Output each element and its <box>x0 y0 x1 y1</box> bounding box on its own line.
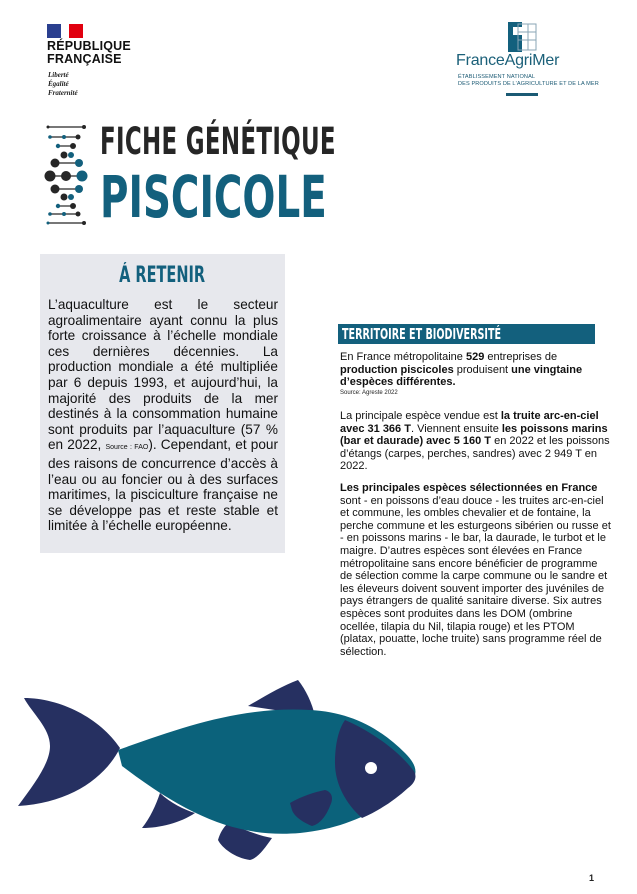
territoire-heading <box>338 324 595 344</box>
dna-icon <box>44 124 90 226</box>
flag-white <box>61 24 69 38</box>
retenir-source: Source : FAO <box>105 444 149 452</box>
rf-name-line1: RÉPUBLIQUE <box>47 39 131 53</box>
p1-bold-2: production piscicoles <box>340 363 454 376</box>
franceagrimer-underline <box>506 93 538 96</box>
p1-bold-3: une vingtaine d’espèces différentes. <box>340 363 583 389</box>
territoire-paragraph-2 <box>340 410 612 473</box>
p3-bold-1: Les principales espèces sélectionnées en France <box>340 482 598 494</box>
republique-francaise-name <box>47 40 131 66</box>
territoire-paragraph-1 <box>340 351 610 389</box>
title-line1: FICHE GÉNÉTIQUE <box>100 120 336 163</box>
p2-text-a: La principale espèce vendue est <box>340 410 501 422</box>
territoire-heading-text: TERRITOIRE ET BIODIVERSITÉ <box>342 325 502 343</box>
territoire-source: Source: Agreste 2022 <box>340 390 398 396</box>
p1-text-c: entreprises de <box>484 351 558 363</box>
fish-icon <box>10 668 425 866</box>
fam-sub-line1: ÉTABLISSEMENT NATIONAL <box>458 74 536 80</box>
p2-bold-2: les poissons marins (bar et daurade) avec 5 160 T <box>340 422 608 448</box>
p1-text-a: En France métropolitaine <box>340 351 466 363</box>
p1-bold-1: 529 <box>465 351 485 363</box>
rf-name-line2: FRANÇAISE <box>47 52 122 66</box>
franceagrimer-subtitle <box>458 74 599 88</box>
retenir-heading <box>40 263 285 288</box>
franceagrimer-logo-icon <box>508 22 538 52</box>
retenir-text-part2: ). Cependant, et pour des raisons de concurrence d’accès à l’eau ou au foncier ou à des surfaces maritimes, la pisciculture française ne se développe pas et reste stable et limitée à l’échelle européenne. <box>48 437 278 534</box>
flag-blue <box>47 24 61 38</box>
republique-motto <box>48 71 78 98</box>
p1-text-d: produisent <box>453 363 512 376</box>
territoire-paragraph-3 <box>340 482 612 658</box>
franceagrimer-name: FranceAgriMer <box>456 52 560 69</box>
republique-francaise-flag <box>47 24 83 38</box>
fam-sub-line2: DES PRODUITS DE L'AGRICULTURE ET DE LA MER <box>458 81 599 87</box>
p2-text-d: en 2022 et les poissons d’étangs (carpes, perches, sandres) avec 2 949 T en 2022. <box>340 435 610 473</box>
flag-red <box>69 24 83 38</box>
p2-bold-1: la truite arc-en-ciel avec 31 366 T <box>340 410 599 435</box>
retenir-text-part1: L’aquaculture est le secteur agroalimentaire ayant connu la plus forte croissance à l’échelle mondiale ces dernières décennies. La production mondiale a été multipliée par 6 depuis 1993, et aujourd’hui, la majorité des produits de la mer destinés à la consommation humaine sont produits par l’aquaculture (57 % en 2022, <box>48 297 278 453</box>
p2-text-c: . Viennent ensuite <box>410 422 502 435</box>
retenir-heading-text: Á RETENIR <box>119 263 206 288</box>
motto-liberte: Liberté <box>48 71 69 79</box>
page-number: 1 <box>589 873 595 883</box>
motto-fraternite: Fraternité <box>48 89 78 97</box>
motto-egalite: Égalité <box>48 80 69 88</box>
retenir-text <box>48 297 278 534</box>
p3-text-a: sont - en poissons d’eau douce - les truites arc-en-ciel et commune, les ombles chevalier et de fontaine, la perche commune et les esturgeons sibérien ou russe et - en poissons marins - le bar, la daurade, le turbot et le maigre. D’autres espèces sont élevées en France métropolitaine sans encore bénéficier de programme de sélection comme la carpe commune ou le sandre et les éleveurs doivent souvent importer des juvéniles de pays étrangers de qualité sanitaire diverse. Six autres espèces sont produites dans les DOM (ombrine ocellée, tilapia du Nil, tilapia rouge) et les PTOM (platax, pouatte, loche truite) sans programme réel de sélection. <box>340 494 611 658</box>
retenir-box <box>40 254 285 553</box>
title-line2: PISCICOLE <box>100 163 327 231</box>
